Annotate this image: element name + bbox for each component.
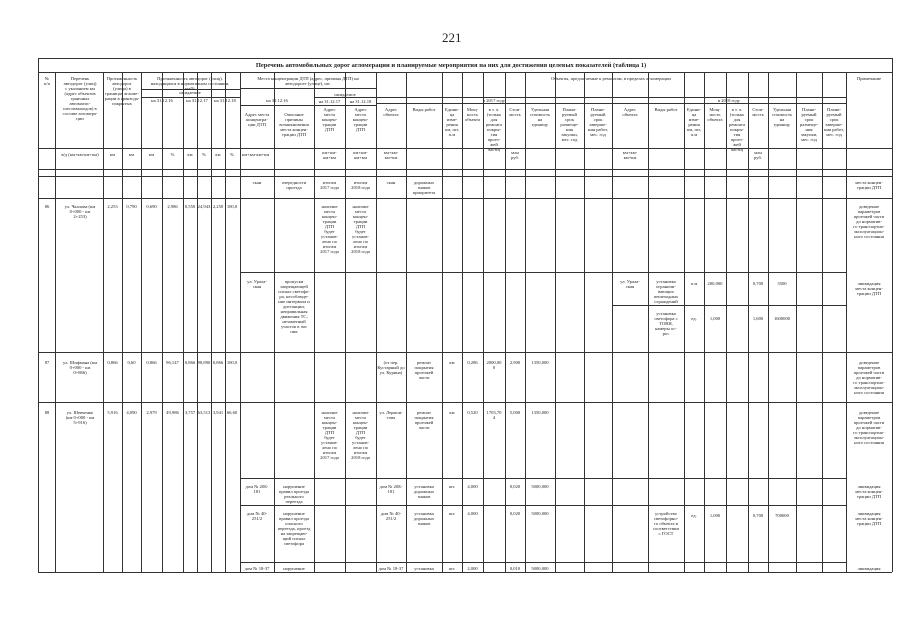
header-addr-conc: Адрес места концентра- ции ДТП bbox=[244, 112, 270, 127]
header-num: № п/п bbox=[43, 76, 51, 86]
header-work-18: Виды работ bbox=[654, 107, 678, 112]
cell: 3,941 bbox=[212, 410, 224, 415]
header-plan-start-17: Плани- руемый срок размеще- ния закупки, мес. год bbox=[560, 107, 579, 142]
header-place-17: Адрес места концен- трации ДТП bbox=[321, 107, 338, 132]
header-date-16: на 31.12.16 bbox=[151, 98, 173, 103]
header-work-17: Виды работ bbox=[412, 107, 436, 112]
unit-km-range: в/д (км+км-км+км) bbox=[61, 152, 99, 157]
cell: 0,286 bbox=[467, 360, 478, 365]
cell-note: доведение параметров проезжей части до норматив- го транспортно- эксплуатацион- ного состояния bbox=[853, 410, 885, 445]
grid-line bbox=[768, 72, 769, 572]
unit-km: км bbox=[215, 152, 221, 157]
cell: 5,916 bbox=[107, 410, 118, 415]
road-name: ул. Шифмана (км 0+000 - км 0+866) bbox=[63, 360, 97, 375]
unit-km-range: км+км- км+км bbox=[622, 150, 638, 160]
header-dtp: Места концентрации ДТП (адрес, причина ДТП) на автодороге (улице), шт. bbox=[257, 76, 359, 86]
header-obj-addr-18: Адрес объекта bbox=[622, 107, 638, 117]
road-name: ул. Шевченко (км 0+000 - км 5+916) bbox=[65, 410, 95, 425]
grid-line bbox=[38, 198, 892, 199]
cell: 3500 bbox=[777, 281, 787, 286]
cell: пропуски запрещающей сигнал светофо- ра, несоблюде- ние интервала и дистанции, неправильная движения ТС, незаметный участок в час пик bbox=[278, 279, 310, 334]
road-name: ул. Чкалова (км 0+000 - км 2+253) bbox=[64, 204, 96, 219]
cell: итогам 2017 года bbox=[320, 180, 339, 190]
grid-line bbox=[122, 72, 123, 572]
cell: 0,790 bbox=[126, 204, 137, 209]
cell: 5000,000 bbox=[531, 511, 549, 516]
cell: км bbox=[449, 410, 455, 415]
header-cost-17: Стои- мость bbox=[509, 107, 521, 117]
unit-km: км bbox=[109, 152, 116, 157]
cell: 0,866 bbox=[146, 360, 157, 365]
cell-note: доведение параметров проезжей части до норматив- го транспортно- эксплуатацион- ного состояния bbox=[853, 204, 885, 239]
page-number: 221 bbox=[442, 30, 462, 45]
grid-line bbox=[211, 72, 212, 572]
cell: 2,979 bbox=[146, 410, 157, 415]
cell: итогам 2018 года bbox=[351, 180, 370, 190]
header-incl-17: в т. ч. (только для ремонта покры- тия проез- жей части) bbox=[485, 107, 503, 152]
cell: скан bbox=[386, 180, 396, 185]
cell: скан bbox=[252, 180, 262, 185]
cell: наличие места концен- трации ДТП будет установ- лено по итогам 2017 года bbox=[320, 410, 339, 460]
unit-pct: % bbox=[202, 152, 206, 157]
cell: ремонт покрытия проезжей части bbox=[414, 410, 434, 430]
cell: 1350,000 bbox=[531, 410, 549, 415]
cell: дом № 40- 251/2 bbox=[380, 511, 402, 521]
header-dtp-16: на 31.12.16 bbox=[266, 98, 288, 103]
cell-note: ликвидация места концен- трации ДТП bbox=[855, 511, 883, 526]
grid-line bbox=[38, 402, 892, 403]
header-place-18: Адрес места концен- трации ДТП bbox=[352, 107, 369, 132]
header-unit-17: Едини- ца изме- рения км, шт, п.м bbox=[444, 107, 460, 137]
grid-line bbox=[442, 72, 443, 572]
cell: 5000,000 bbox=[531, 484, 549, 489]
cell: 0,020 bbox=[509, 484, 521, 489]
cell: 4,000 bbox=[467, 484, 478, 489]
grid-line bbox=[38, 169, 892, 170]
header-road-list: Перечень автодорог (улиц) с указанием км (адрес объектов гранчных автомагис- шестивыходов) в составе агломера- ции bbox=[62, 76, 98, 121]
grid-line bbox=[240, 562, 846, 563]
header-dtp-18: на 31.12.18 bbox=[349, 99, 372, 104]
cell-note: места концен- трации ДТП bbox=[855, 180, 883, 190]
grid-line bbox=[103, 72, 104, 572]
grid-line bbox=[796, 72, 797, 572]
cell: дом № 18-37 bbox=[378, 566, 404, 571]
cell: 4,000 bbox=[467, 511, 478, 516]
cell: 1,000 bbox=[709, 513, 721, 518]
cell: ул. Лермон- това bbox=[379, 410, 403, 420]
grid-line bbox=[376, 72, 377, 572]
header-date-17: на 31.12.17 bbox=[186, 98, 208, 103]
cell: 100,0 bbox=[226, 204, 238, 209]
header-unit-18: Едини- ца изме- рения км, шт, п.м bbox=[686, 107, 702, 137]
header-power-18: Мощ- ность объекта bbox=[707, 107, 723, 122]
unit-km: км bbox=[187, 152, 193, 157]
grid-line bbox=[822, 72, 823, 572]
cell: шт. bbox=[448, 484, 456, 489]
grid-line bbox=[38, 58, 39, 572]
header-length: Протяженность автодорог (улица) в границах агломе- рации в гранзода- покрытых bbox=[104, 76, 140, 106]
cell: 5,000 bbox=[509, 410, 521, 415]
cell: 0,60 bbox=[127, 360, 136, 365]
cell: установка дорожных знаков bbox=[413, 484, 435, 499]
grid-line bbox=[240, 72, 241, 572]
cell: ремонт покрытия проезжей части bbox=[414, 360, 434, 380]
cell: 0,520 bbox=[467, 410, 478, 415]
grid-line bbox=[38, 148, 892, 149]
grid-line bbox=[55, 72, 56, 572]
grid-line bbox=[162, 72, 163, 572]
unit-km-range: км+км- км+км bbox=[322, 150, 337, 160]
header-dtp-17: на 31.12.17 bbox=[318, 99, 341, 104]
cell: ед. bbox=[691, 513, 697, 518]
grid-line bbox=[141, 72, 142, 572]
cell: дом № 20Б- 181 bbox=[379, 484, 403, 494]
cell: очередности проезда bbox=[281, 180, 307, 190]
cell: дом № 18-37 bbox=[244, 566, 270, 571]
grid-line bbox=[38, 176, 892, 177]
cell: дом № 20Б- 181 bbox=[245, 484, 269, 494]
cell: 98,890 bbox=[197, 360, 211, 365]
unit-pct: % bbox=[170, 152, 175, 157]
header-normative: Протяженность автодорог (улиц), находящихся в нормативном состоянии, км/% bbox=[150, 76, 230, 91]
grid-line bbox=[183, 72, 184, 572]
cell: 0,010 bbox=[509, 566, 521, 571]
header-expected: ожидаемое bbox=[179, 90, 201, 95]
grid-line bbox=[38, 58, 892, 59]
cell: 1,600 bbox=[752, 316, 764, 321]
cell: 2,900 bbox=[509, 360, 521, 365]
cell: 2,250 bbox=[212, 204, 224, 209]
grid-line bbox=[612, 72, 613, 572]
cell: км bbox=[449, 360, 455, 365]
cell: установка bbox=[414, 566, 434, 571]
unit-mln: млн руб. bbox=[754, 150, 762, 160]
cell: ед. bbox=[691, 316, 697, 321]
cell-note: доведение параметров проезжей части до норматив- го транспортно- эксплуатацион- ного состояния bbox=[853, 360, 885, 395]
cell-note: ликвидация места концен- трации ДТП bbox=[855, 281, 883, 296]
grid-line bbox=[684, 72, 685, 572]
grid-line bbox=[38, 572, 892, 573]
cell: дом № 40- 251/2 bbox=[246, 511, 268, 521]
grid-line bbox=[376, 103, 846, 104]
unit-km-range: км+км-км+км bbox=[242, 152, 270, 157]
cell: 63,513 bbox=[197, 410, 211, 415]
row-number: 88 bbox=[44, 410, 50, 415]
cell: 0,550 bbox=[184, 204, 196, 209]
cell: 1,000 bbox=[709, 316, 721, 321]
header-dtp-expected: ожидаемое bbox=[334, 92, 356, 97]
header-note: Примечание bbox=[856, 76, 882, 81]
grid-line bbox=[555, 72, 556, 572]
grid-line bbox=[505, 72, 506, 572]
cell: 2,986 bbox=[167, 204, 178, 209]
cell: устройство светофорно- го объекта в соответствии с ГОСТ bbox=[653, 511, 679, 536]
grid-line bbox=[240, 272, 846, 273]
cell: 5000,000 bbox=[531, 566, 549, 571]
grid-line bbox=[704, 72, 705, 572]
cell: дорожных знаков приоритета bbox=[412, 180, 436, 195]
cell: 3,757 bbox=[184, 410, 196, 415]
cell: ул. Урала- ская bbox=[620, 279, 640, 289]
row-number: 86 bbox=[44, 204, 50, 209]
cell: ул. Урала- ская bbox=[247, 279, 267, 289]
cell: 1600000 bbox=[773, 316, 791, 321]
unit-km-range: км+км- км+км bbox=[383, 150, 399, 160]
cell-note: ликвидация bbox=[857, 566, 881, 571]
header-desc: Описание причины возникновения места концен- трации ДТП bbox=[279, 112, 309, 137]
cell: 0,866 bbox=[212, 360, 224, 365]
cell: наличие места концен- трации ДТП будет установ- лено по итогам 2018 года bbox=[351, 204, 370, 254]
grid-line bbox=[345, 72, 346, 572]
header-date-18: на 31.12.18 bbox=[214, 98, 236, 103]
header-plan-end-17: Плани- руемый срок заверше- ния работ, мес. год bbox=[588, 107, 608, 137]
cell: установка дорожных знаков bbox=[413, 511, 435, 526]
cell: 1350,000 bbox=[531, 360, 549, 365]
cell: 0,690 bbox=[146, 204, 157, 209]
table-title: Перечень автомобильных дорог агломерации и планируемые мероприятия на них для достижения целевых показателей (таблица 1) bbox=[255, 62, 647, 69]
cell-note: ликвидация места концен- трации ДТП bbox=[855, 484, 883, 499]
header-obj-addr-17: Адрес объекта bbox=[383, 107, 399, 117]
cell: 0,866 bbox=[184, 360, 196, 365]
cell: нарушение bbox=[283, 566, 305, 571]
cell: установка ограничи- вающих пешеходных ограждений bbox=[653, 279, 679, 304]
grid-line bbox=[584, 72, 585, 572]
header-year-2017: в 2017 году bbox=[482, 98, 506, 103]
header-year-2018: в 2018 году bbox=[717, 98, 741, 103]
grid-line bbox=[892, 58, 893, 572]
grid-line bbox=[240, 105, 376, 106]
unit-km: км bbox=[148, 152, 155, 157]
cell: 700000 bbox=[775, 513, 789, 518]
grid-line bbox=[314, 72, 315, 572]
grid-line bbox=[846, 72, 847, 572]
cell: 0,866 bbox=[107, 360, 118, 365]
cell: нарушение правил проезда реального переезда bbox=[278, 484, 310, 504]
cell: 96,147 bbox=[166, 360, 179, 365]
cell: установка светофора с ТОВИ, камеры ос- рос bbox=[654, 311, 678, 336]
cell: 1703,70 4 bbox=[486, 410, 502, 420]
cell: 0,700 bbox=[752, 513, 764, 518]
cell: 2,000 bbox=[467, 566, 478, 571]
grid-line bbox=[525, 72, 526, 572]
cell: 66,60 bbox=[226, 410, 238, 415]
header-unitcost-17: Удельная стоимость на единицу bbox=[529, 107, 551, 127]
cell: наличие места концен- трации ДТП будет установ- лено по итогам 2017 года bbox=[320, 204, 339, 254]
header-incl-18: в т. ч. (только для ремонта покры- тия проез- жей части) bbox=[728, 107, 746, 152]
cell: 0,020 bbox=[509, 511, 521, 516]
header-cost-18: Стои- мость bbox=[752, 107, 764, 117]
header-plan-start-18: Плани- руемый срок размеще- ния закупки, мес. год bbox=[799, 107, 819, 142]
cell: 100,0 bbox=[226, 360, 238, 365]
cell: наличие места концен- трации ДТП будет установ- лено по итогам 2018 года bbox=[351, 410, 370, 460]
cell: 2,253 bbox=[107, 204, 118, 209]
header-unitcost-18: Удельная стоимость на единицу bbox=[771, 107, 793, 127]
cell: 2000,00 0 bbox=[486, 360, 502, 370]
unit-km-range: км+км- км+км bbox=[353, 150, 368, 160]
cell: шт. bbox=[448, 511, 456, 516]
cell: 4,090 bbox=[126, 410, 137, 415]
cell: 0,700 bbox=[752, 281, 764, 286]
unit-pct: % bbox=[230, 152, 234, 157]
grid-line bbox=[38, 72, 892, 73]
cell: п.м bbox=[690, 281, 698, 286]
grid-line bbox=[197, 72, 198, 572]
grid-line bbox=[240, 505, 846, 506]
cell: нарушение правил проезда опасного переезда, проезд на запрещаю- щий сигнал светофора bbox=[277, 511, 311, 546]
cell: 24,943 bbox=[197, 204, 211, 209]
cell: шт. bbox=[448, 566, 456, 571]
grid-line bbox=[748, 72, 749, 572]
header-plan-end-18: Плани- руемый срок заверше- ния работ, мес. год bbox=[824, 107, 844, 137]
unit-mln: млн руб. bbox=[511, 150, 519, 160]
grid-line bbox=[225, 72, 226, 572]
grid-line bbox=[38, 352, 892, 353]
cell: (от пер. Кустарный до ул. Курина) bbox=[377, 360, 405, 375]
row-number: 87 bbox=[44, 360, 50, 365]
cell: 49,986 bbox=[166, 410, 179, 415]
unit-km: км bbox=[128, 152, 135, 157]
grid-line bbox=[240, 88, 376, 89]
header-power-17: Мощ- ность объекта bbox=[464, 107, 481, 122]
grid-line bbox=[240, 478, 846, 479]
cell: 200,000 bbox=[707, 281, 723, 286]
header-objects: Объекты, предлагаемые к ремонтам, в пределах агломерации bbox=[551, 76, 671, 81]
grid-line bbox=[462, 72, 463, 572]
